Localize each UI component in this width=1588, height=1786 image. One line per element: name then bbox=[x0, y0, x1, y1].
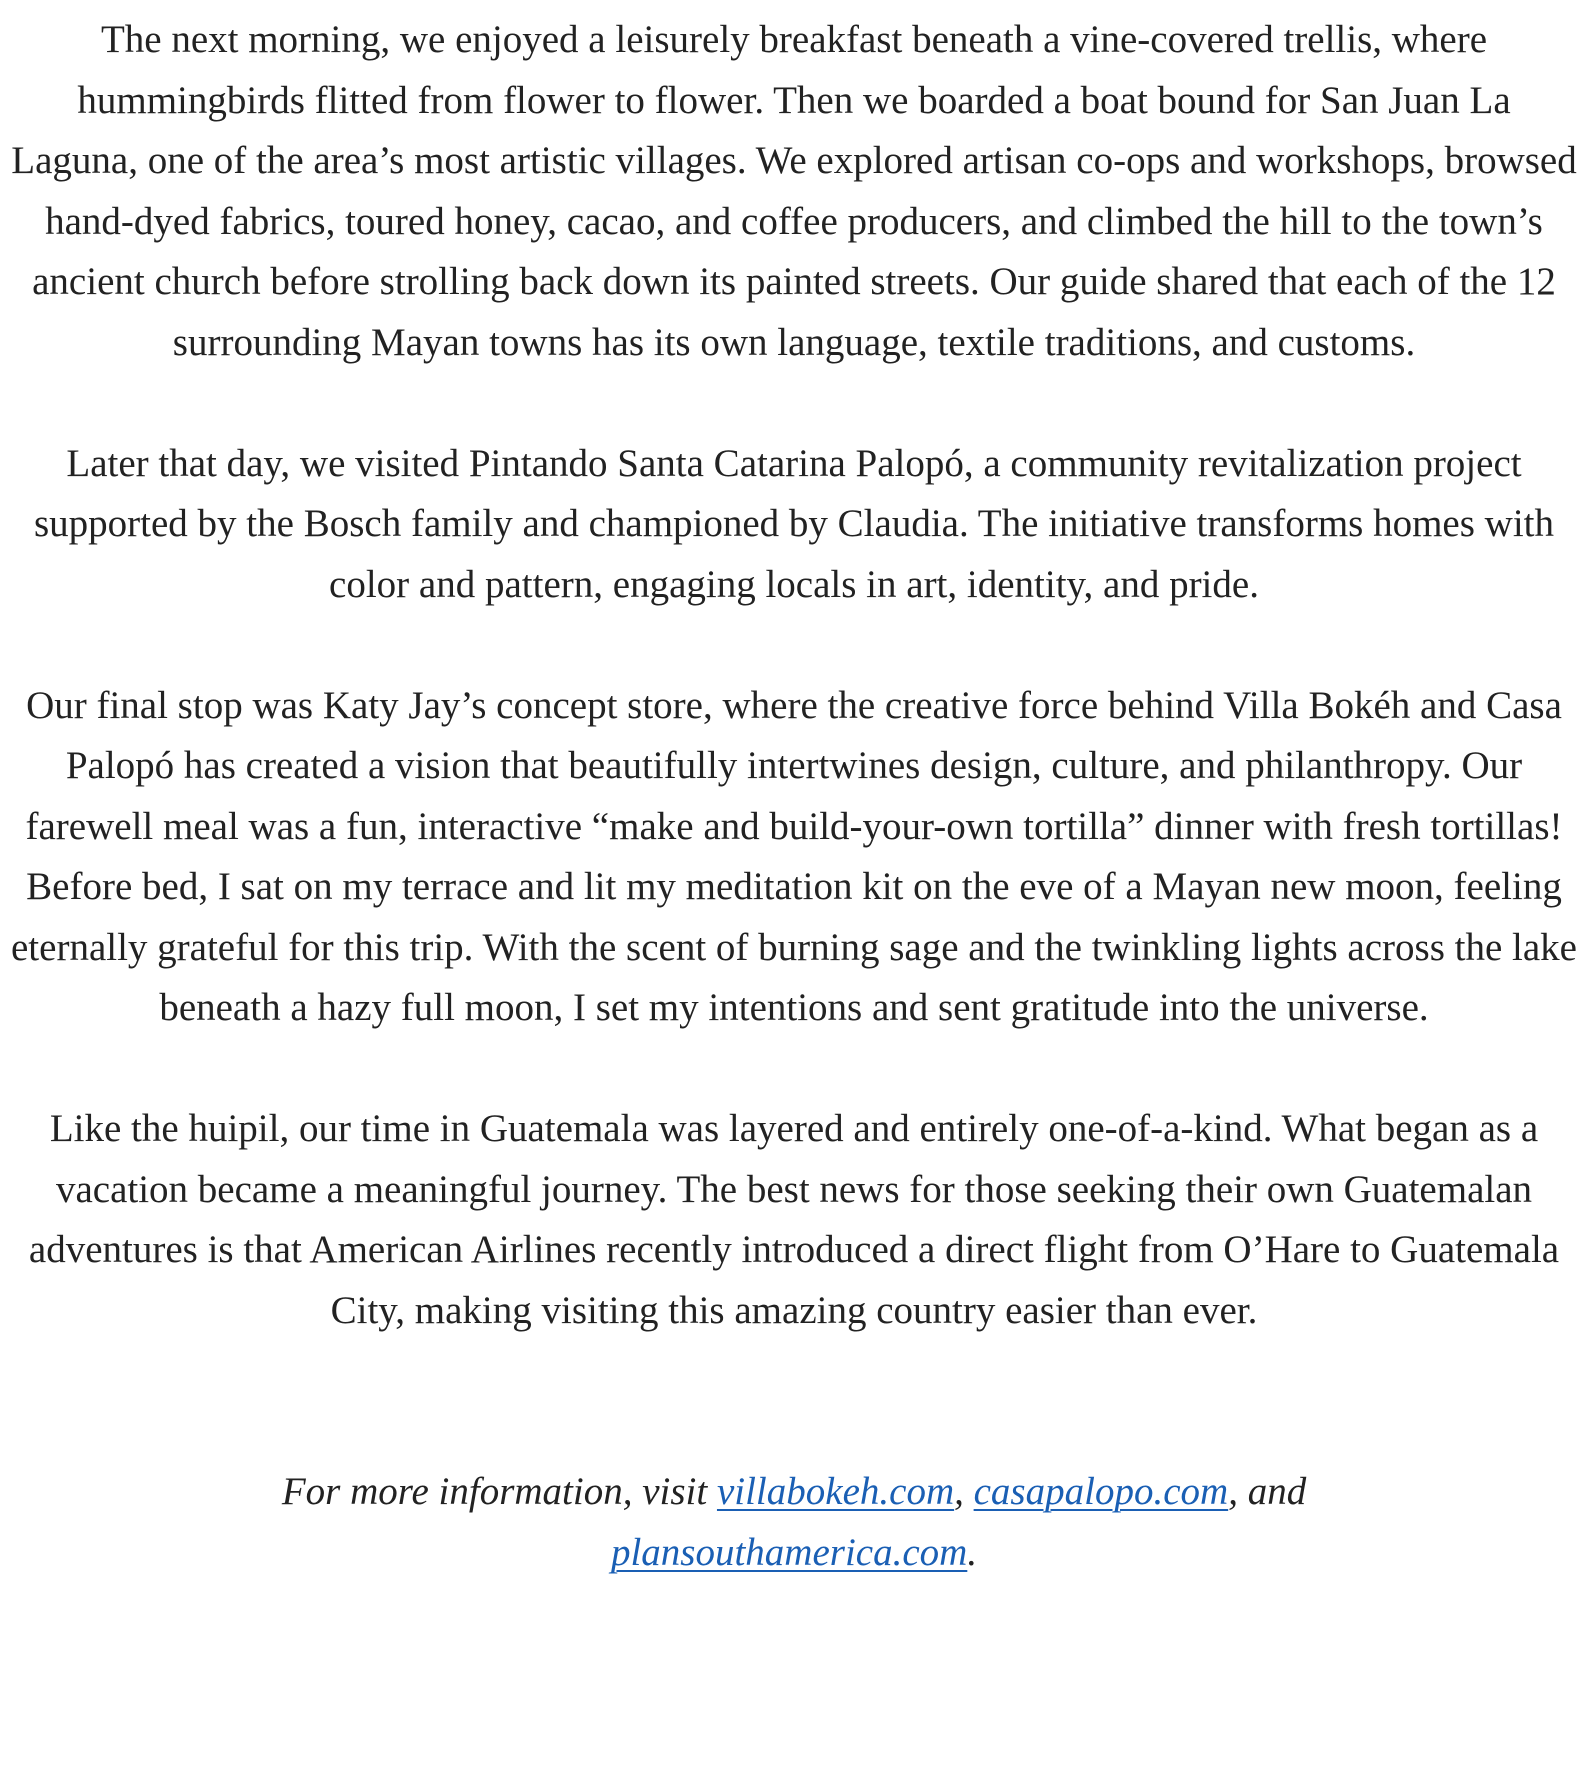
paragraph-breakfast-san-juan: The next morning, we enjoyed a leisurely breakfast beneath a vine-covered trellis, where hummingbirds flitted from flower to flower. Then we boarded a boat bound for San Juan La Laguna, one of the area’s most artistic villages. We explored artisan co-ops and workshops, browsed hand-dyed fabrics, toured honey, cacao, and coffee producers, and climbed the hill to the town’s ancient church before strolling back down its painted streets. Our guide shared that each of the 12 surrounding Mayan towns has its own language, textile traditions, and customs. bbox=[11, 18, 1577, 364]
more-info-suffix: . bbox=[967, 1530, 978, 1574]
paragraph-concept-store: Our final stop was Katy Jay’s concept store, where the creative force behind Villa Bokéh and Casa Palopó has created a vision that beautifully intertwines design, culture, and philanthropy. Our farewell meal was a fun, interactive “make and build-your-own tortilla” dinner with fresh tortillas! Before bed, I sat on my terrace and lit my meditation kit on the eve of a Mayan new moon, feeling eternally grateful for this trip. With the scent of burning sage and the twinkling lights across the lake beneath a hazy full moon, I set my intentions and sent gratitude into the universe. bbox=[11, 683, 1577, 1029]
paragraph-conclusion: Like the huipil, our time in Guatemala was layered and entirely one-of-a-kind. What began as a vacation became a meaningful journey. The best news for those seeking their own Guatemalan adventures is that American Airlines recently introduced a direct flight from O’Hare to Guatemala City, making visiting this amazing country easier than ever. bbox=[28, 1107, 1560, 1332]
paragraph-santa-catarina: Later that day, we visited Pintando Santa Catarina Palopó, a community revitalization project supported by the Bosch family and championed by Claudia. The initiative transforms homes with color and pattern, engaging locals in art, identity, and pride. bbox=[34, 441, 1554, 606]
more-info-prefix: For more information, visit bbox=[281, 1470, 717, 1513]
more-info-line bbox=[10, 1462, 1578, 1583]
more-info-separator-2: , and bbox=[1228, 1470, 1307, 1513]
more-info-separator-1: , bbox=[954, 1470, 974, 1513]
villabokeh-link[interactable]: villabokeh.com bbox=[716, 1470, 955, 1513]
casapalopo-link[interactable]: casapalopo.com bbox=[973, 1470, 1229, 1513]
plansouthamerica-link[interactable]: plansouthamerica.com bbox=[610, 1530, 968, 1574]
